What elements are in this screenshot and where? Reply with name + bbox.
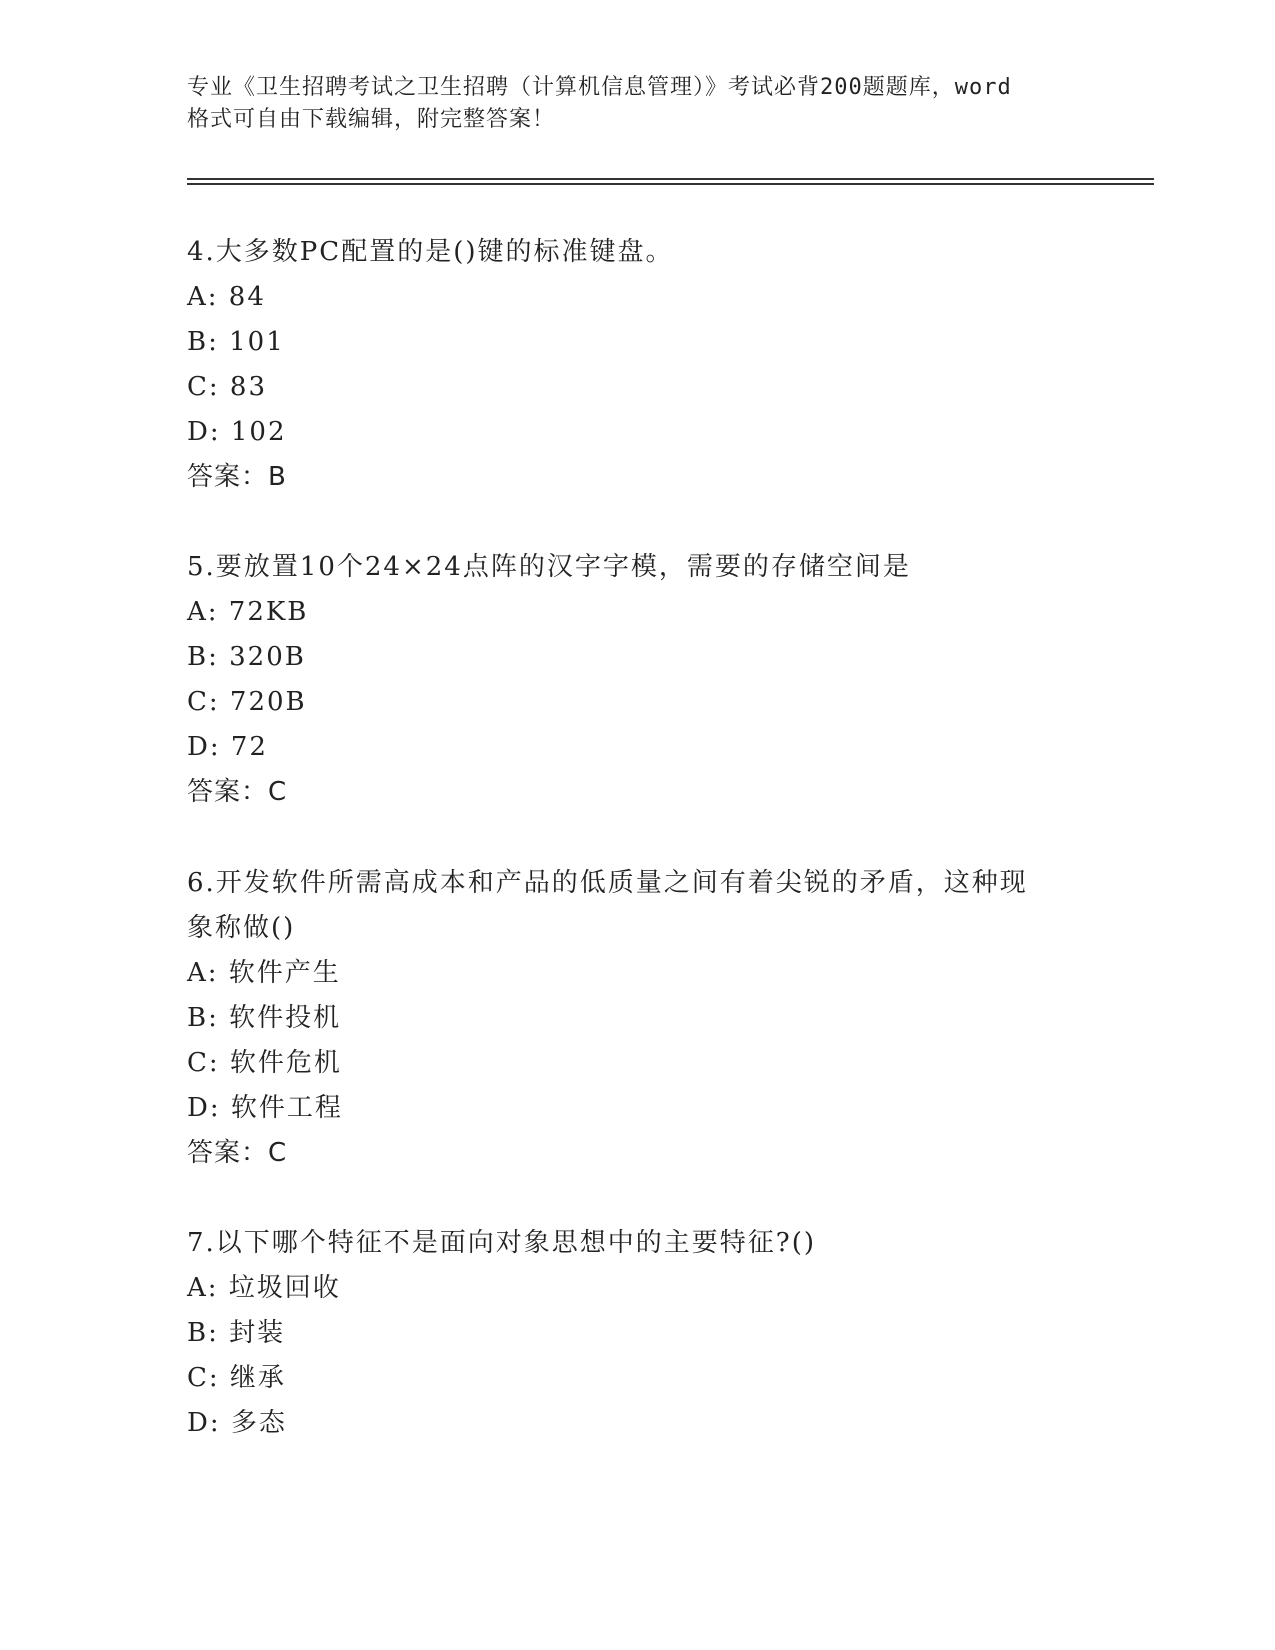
header-line-1: 专业《卫生招聘考试之卫生招聘（计算机信息管理）》考试必背200题题库，word [187,75,1012,100]
answer-line: 答案：C [187,1138,288,1168]
option-a: A: 72KB [187,597,309,627]
option-a: A: 垃圾回收 [187,1273,341,1303]
option-c: C: 83 [187,372,268,402]
document-header [187,72,1087,136]
question-5 [187,545,1087,815]
question-stem-line-1: 6.开发软件所需高成本和产品的低质量之间有着尖锐的矛盾，这种现 [187,868,1028,898]
option-d: D: 软件工程 [187,1093,343,1123]
question-4 [187,230,1087,500]
header-line-2: 格式可自由下载编辑，附完整答案！ [187,107,556,132]
question-stem: 5.要放置10个24×24点阵的汉字字模，需要的存储空间是 [187,552,911,582]
header-divider-bottom [187,183,1154,185]
option-b: B: 软件投机 [187,1003,342,1033]
option-d: D: 多态 [187,1408,287,1438]
option-b: B: 封装 [187,1318,286,1348]
question-6 [187,861,1087,1176]
question-stem: 7.以下哪个特征不是面向对象思想中的主要特征?() [187,1228,817,1258]
option-b: B: 101 [187,327,285,357]
option-c: C: 继承 [187,1363,286,1393]
option-d: D: 72 [187,732,268,762]
option-a: A: 软件产生 [187,958,341,988]
header-divider-top [187,178,1154,180]
option-a: A: 84 [187,282,266,312]
question-stem: 4.大多数PC配置的是()键的标准键盘。 [187,237,674,267]
option-c: C: 软件危机 [187,1048,342,1078]
question-7 [187,1221,1087,1446]
option-b: B: 320B [187,642,306,672]
question-stem-line-2: 象称做() [187,913,296,943]
answer-line: 答案：C [187,777,288,807]
option-c: C: 720B [187,687,307,717]
option-d: D: 102 [187,417,287,447]
answer-line: 答案：B [187,462,287,492]
